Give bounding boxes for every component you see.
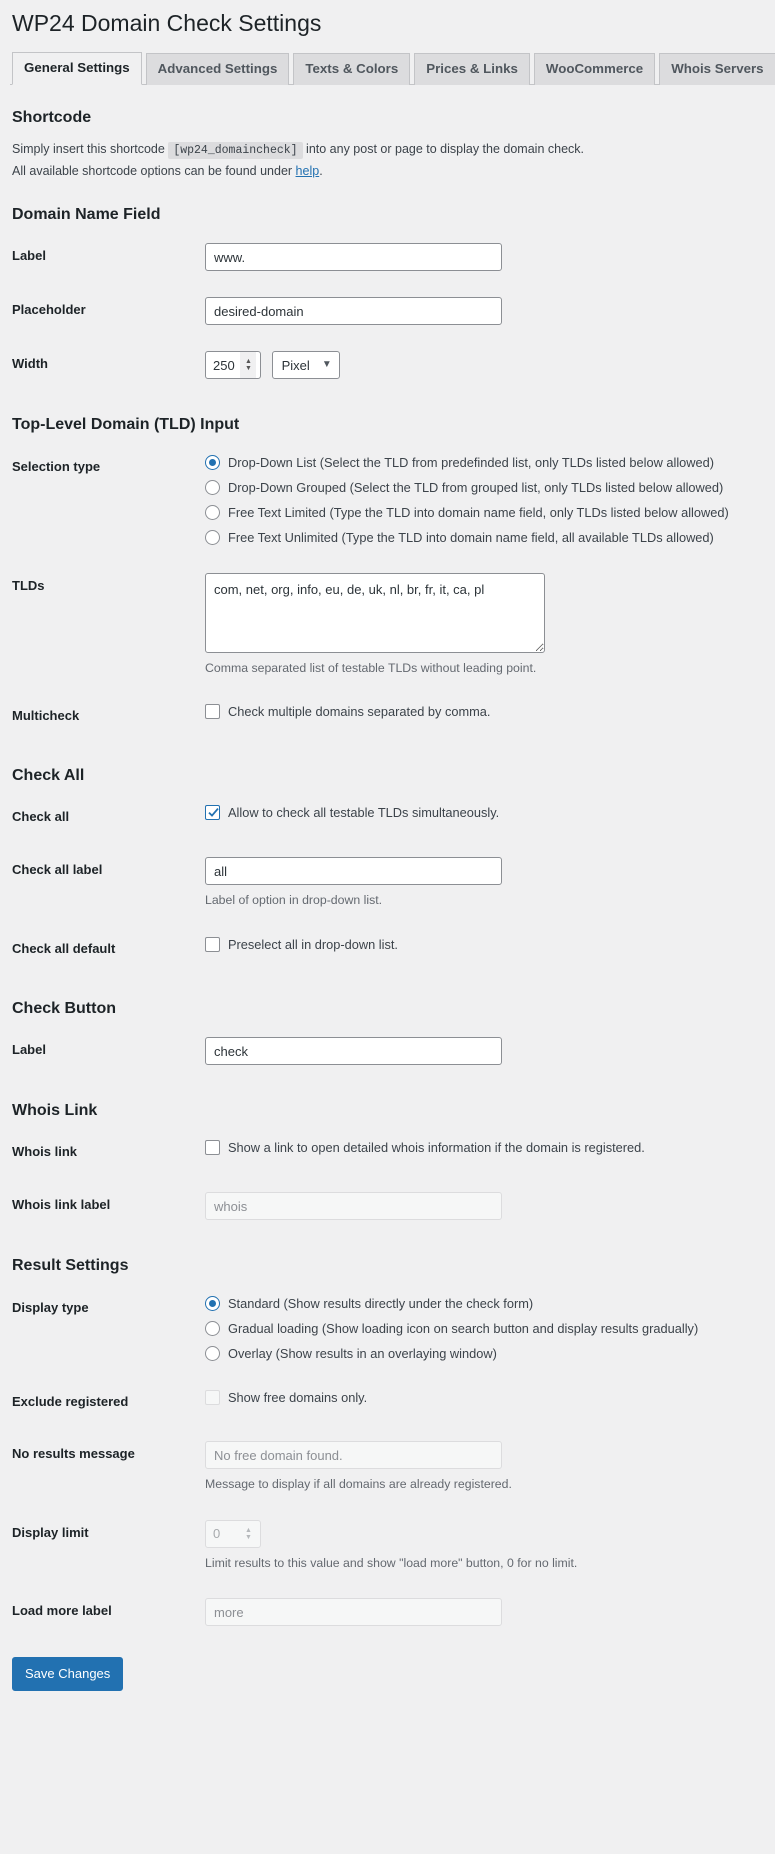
check-all-label-input[interactable] [205, 857, 502, 885]
radio-label-standard: Standard (Show results directly under the check form) [228, 1295, 534, 1311]
tlds-textarea[interactable] [205, 573, 545, 653]
shortcode-help-text-after: . [319, 164, 323, 179]
row-label-whois-link: Whois link [12, 1144, 77, 1160]
check-all-table [10, 791, 765, 975]
row-field-whois-link [205, 1126, 765, 1179]
shortcode-code: [wp24_domaincheck] [168, 142, 302, 159]
checkbox-label-multicheck: Check multiple domains separated by comma. [228, 704, 491, 720]
row-label-load-more-label: Load more label [12, 1603, 112, 1619]
form-row-whois-link [10, 1126, 765, 1179]
tab-woocommerce[interactable]: WooCommerce [534, 53, 655, 85]
form-row-check-all-default [10, 923, 765, 976]
no-results-message-input[interactable] [205, 1441, 502, 1469]
radio-option-gradual-loading[interactable] [205, 1320, 755, 1337]
width-input[interactable] [206, 352, 240, 378]
save-changes-button[interactable]: Save Changes [12, 1657, 123, 1691]
tab-texts-colors[interactable]: Texts & Colors [293, 53, 410, 85]
checkbox-label-whois-link: Show a link to open detailed whois information if the domain is registered. [228, 1140, 645, 1156]
row-field-selection-type [205, 441, 765, 560]
row-field-tlds [205, 560, 765, 690]
row-field-check-all-default [205, 923, 765, 976]
checkbox-label-check-all-default: Preselect all in drop-down list. [228, 936, 398, 952]
tab-advanced-settings[interactable]: Advanced Settings [146, 53, 290, 85]
form-row-width [10, 338, 765, 392]
page-title: WP24 Domain Check Settings [12, 10, 322, 36]
shortcode-help-text-before: All available shortcode options can be found under [12, 164, 293, 179]
checkbox-label-exclude-registered: Show free domains only. [228, 1389, 368, 1405]
form-row-placeholder [10, 284, 765, 338]
radio-icon[interactable] [205, 1321, 220, 1336]
checkbox-label-check-all: Allow to check all testable TLDs simultaneously. [228, 805, 500, 821]
load-more-label-input[interactable] [205, 1598, 502, 1626]
tab-general-settings[interactable]: General Settings [12, 52, 142, 85]
display-limit-description: Limit results to this value and show "load more" button, 0 for no limit. [205, 1555, 578, 1570]
whois-link-table [10, 1126, 765, 1233]
checkbox-icon[interactable] [205, 937, 220, 952]
row-field-whois-link-label [205, 1179, 765, 1233]
radio-icon[interactable] [205, 505, 220, 520]
tlds-description: Comma separated list of testable TLDs without leading point. [205, 660, 537, 675]
tab-whois-servers[interactable]: Whois Servers [659, 53, 775, 85]
check-all-label-description: Label of option in drop-down list. [205, 893, 383, 908]
row-label-placeholder: Placeholder [12, 302, 86, 318]
row-label-check-button-label: Label [12, 1042, 46, 1058]
form-row-multicheck [10, 690, 765, 743]
width-stepper[interactable] [205, 351, 261, 379]
section-heading-result-settings: Result Settings [12, 1257, 129, 1275]
checkbox-icon[interactable] [205, 1140, 220, 1155]
row-field-exclude-registered [205, 1376, 765, 1429]
checkbox-icon-checked[interactable] [205, 805, 220, 820]
radio-option-dropdown-list[interactable] [205, 454, 755, 471]
form-row-selection-type [10, 441, 765, 560]
tld-input-table [10, 441, 765, 743]
row-label-check-all-default: Check all default [12, 940, 116, 956]
settings-tab-bar [10, 51, 765, 85]
checkbox-icon-disabled[interactable] [205, 1390, 220, 1405]
radio-label-free-text-unlimited: Free Text Unlimited (Type the TLD into domain name field, all available TLDs allowed) [228, 530, 714, 546]
row-field-placeholder [205, 284, 765, 338]
domain-name-field-table [10, 230, 765, 392]
section-heading-whois-link: Whois Link [12, 1102, 98, 1120]
spinner-icon[interactable]: ▲ ▼ [240, 1521, 256, 1547]
row-field-display-limit [205, 1507, 765, 1585]
row-field-check-button-label [205, 1024, 765, 1078]
row-label-check-all: Check all [12, 809, 70, 825]
spinner-icon[interactable]: ▲ ▼ [240, 352, 256, 378]
form-row-no-results-message [10, 1428, 765, 1506]
row-label-display-type: Display type [12, 1299, 89, 1315]
row-label-multicheck: Multicheck [12, 708, 80, 724]
form-row-display-limit [10, 1507, 765, 1585]
radio-label-overlay: Overlay (Show results in an overlaying window) [228, 1346, 497, 1362]
radio-option-overlay[interactable] [205, 1345, 755, 1362]
form-row-label [10, 230, 765, 284]
section-heading-check-button: Check Button [12, 999, 116, 1017]
checkbox-option-check-all-default[interactable] [205, 936, 755, 953]
radio-icon-selected[interactable] [205, 1296, 220, 1311]
row-field-load-more-label [205, 1585, 765, 1639]
display-limit-input[interactable] [206, 1521, 240, 1547]
section-heading-domain-name-field: Domain Name Field [12, 205, 161, 223]
result-settings-table [10, 1282, 765, 1640]
radio-icon[interactable] [205, 1346, 220, 1361]
checkbox-icon[interactable] [205, 704, 220, 719]
row-label-display-limit: Display limit [12, 1524, 89, 1540]
radio-label-free-text-limited: Free Text Limited (Type the TLD into domain name field, only TLDs listed below allowed) [228, 505, 729, 521]
check-button-table [10, 1024, 765, 1078]
form-row-check-all [10, 791, 765, 844]
row-label-selection-type: Selection type [12, 458, 101, 474]
radio-option-free-text-unlimited[interactable] [205, 529, 755, 546]
row-field-check-all [205, 791, 765, 844]
width-unit-select[interactable] [272, 351, 340, 379]
row-field-check-all-label [205, 844, 765, 922]
radio-option-dropdown-grouped[interactable] [205, 479, 755, 496]
chevron-down-icon: ▼ [321, 359, 332, 371]
row-label-check-all-label: Check all label [12, 862, 103, 878]
section-heading-tld-input: Top-Level Domain (TLD) Input [12, 416, 240, 434]
row-label-exclude-registered: Exclude registered [12, 1393, 129, 1409]
row-field-width [205, 338, 765, 392]
whois-link-label-input[interactable] [205, 1192, 502, 1220]
shortcode-description [12, 139, 765, 182]
shortcode-text-after: into any post or page to display the domain check. [306, 142, 584, 157]
form-row-load-more-label [10, 1585, 765, 1639]
placeholder-input[interactable] [205, 297, 502, 325]
help-link[interactable]: help [295, 164, 320, 179]
check-button-label-input[interactable] [205, 1037, 502, 1065]
width-unit-value: Pixel [281, 357, 310, 373]
radio-icon[interactable] [205, 530, 220, 545]
radio-option-standard[interactable] [205, 1295, 755, 1312]
checkbox-option-multicheck[interactable] [205, 703, 755, 720]
radio-icon-selected[interactable] [205, 455, 220, 470]
row-label-tlds: TLDs [12, 577, 45, 593]
radio-option-free-text-limited[interactable] [205, 504, 755, 521]
radio-label-dropdown-grouped: Drop-Down Grouped (Select the TLD from grouped list, only TLDs listed below allowed) [228, 479, 724, 495]
section-heading-check-all: Check All [12, 767, 85, 785]
row-field-multicheck [205, 690, 765, 743]
radio-label-dropdown-list: Drop-Down List (Select the TLD from predefinded list, only TLDs listed below allowed) [228, 454, 715, 470]
submit-row [10, 1639, 765, 1711]
row-label-width: Width [12, 356, 48, 372]
form-row-whois-link-label [10, 1179, 765, 1233]
row-field-display-type [205, 1282, 765, 1376]
row-field-no-results-message [205, 1428, 765, 1506]
radio-icon[interactable] [205, 480, 220, 495]
row-label-whois-link-label: Whois link label [12, 1197, 111, 1213]
label-input[interactable] [205, 243, 502, 271]
checkbox-option-exclude-registered[interactable] [205, 1389, 755, 1406]
form-row-check-button-label [10, 1024, 765, 1078]
form-row-check-all-label [10, 844, 765, 922]
section-heading-shortcode: Shortcode [12, 108, 92, 126]
checkbox-option-check-all[interactable] [205, 804, 755, 821]
row-label-no-results-message: No results message [12, 1446, 135, 1462]
checkbox-option-whois-link[interactable] [205, 1139, 755, 1156]
form-row-display-type [10, 1282, 765, 1376]
shortcode-text-before: Simply insert this shortcode [12, 142, 165, 157]
form-row-tlds [10, 560, 765, 690]
row-label-label: Label [12, 248, 46, 264]
radio-label-gradual-loading: Gradual loading (Show loading icon on search button and display results gradually) [228, 1320, 699, 1336]
display-limit-stepper[interactable] [205, 1520, 261, 1548]
tab-prices-links[interactable]: Prices & Links [414, 53, 530, 85]
row-field-label [205, 230, 765, 284]
no-results-message-description: Message to display if all domains are already registered. [205, 1477, 512, 1492]
form-row-exclude-registered [10, 1376, 765, 1429]
